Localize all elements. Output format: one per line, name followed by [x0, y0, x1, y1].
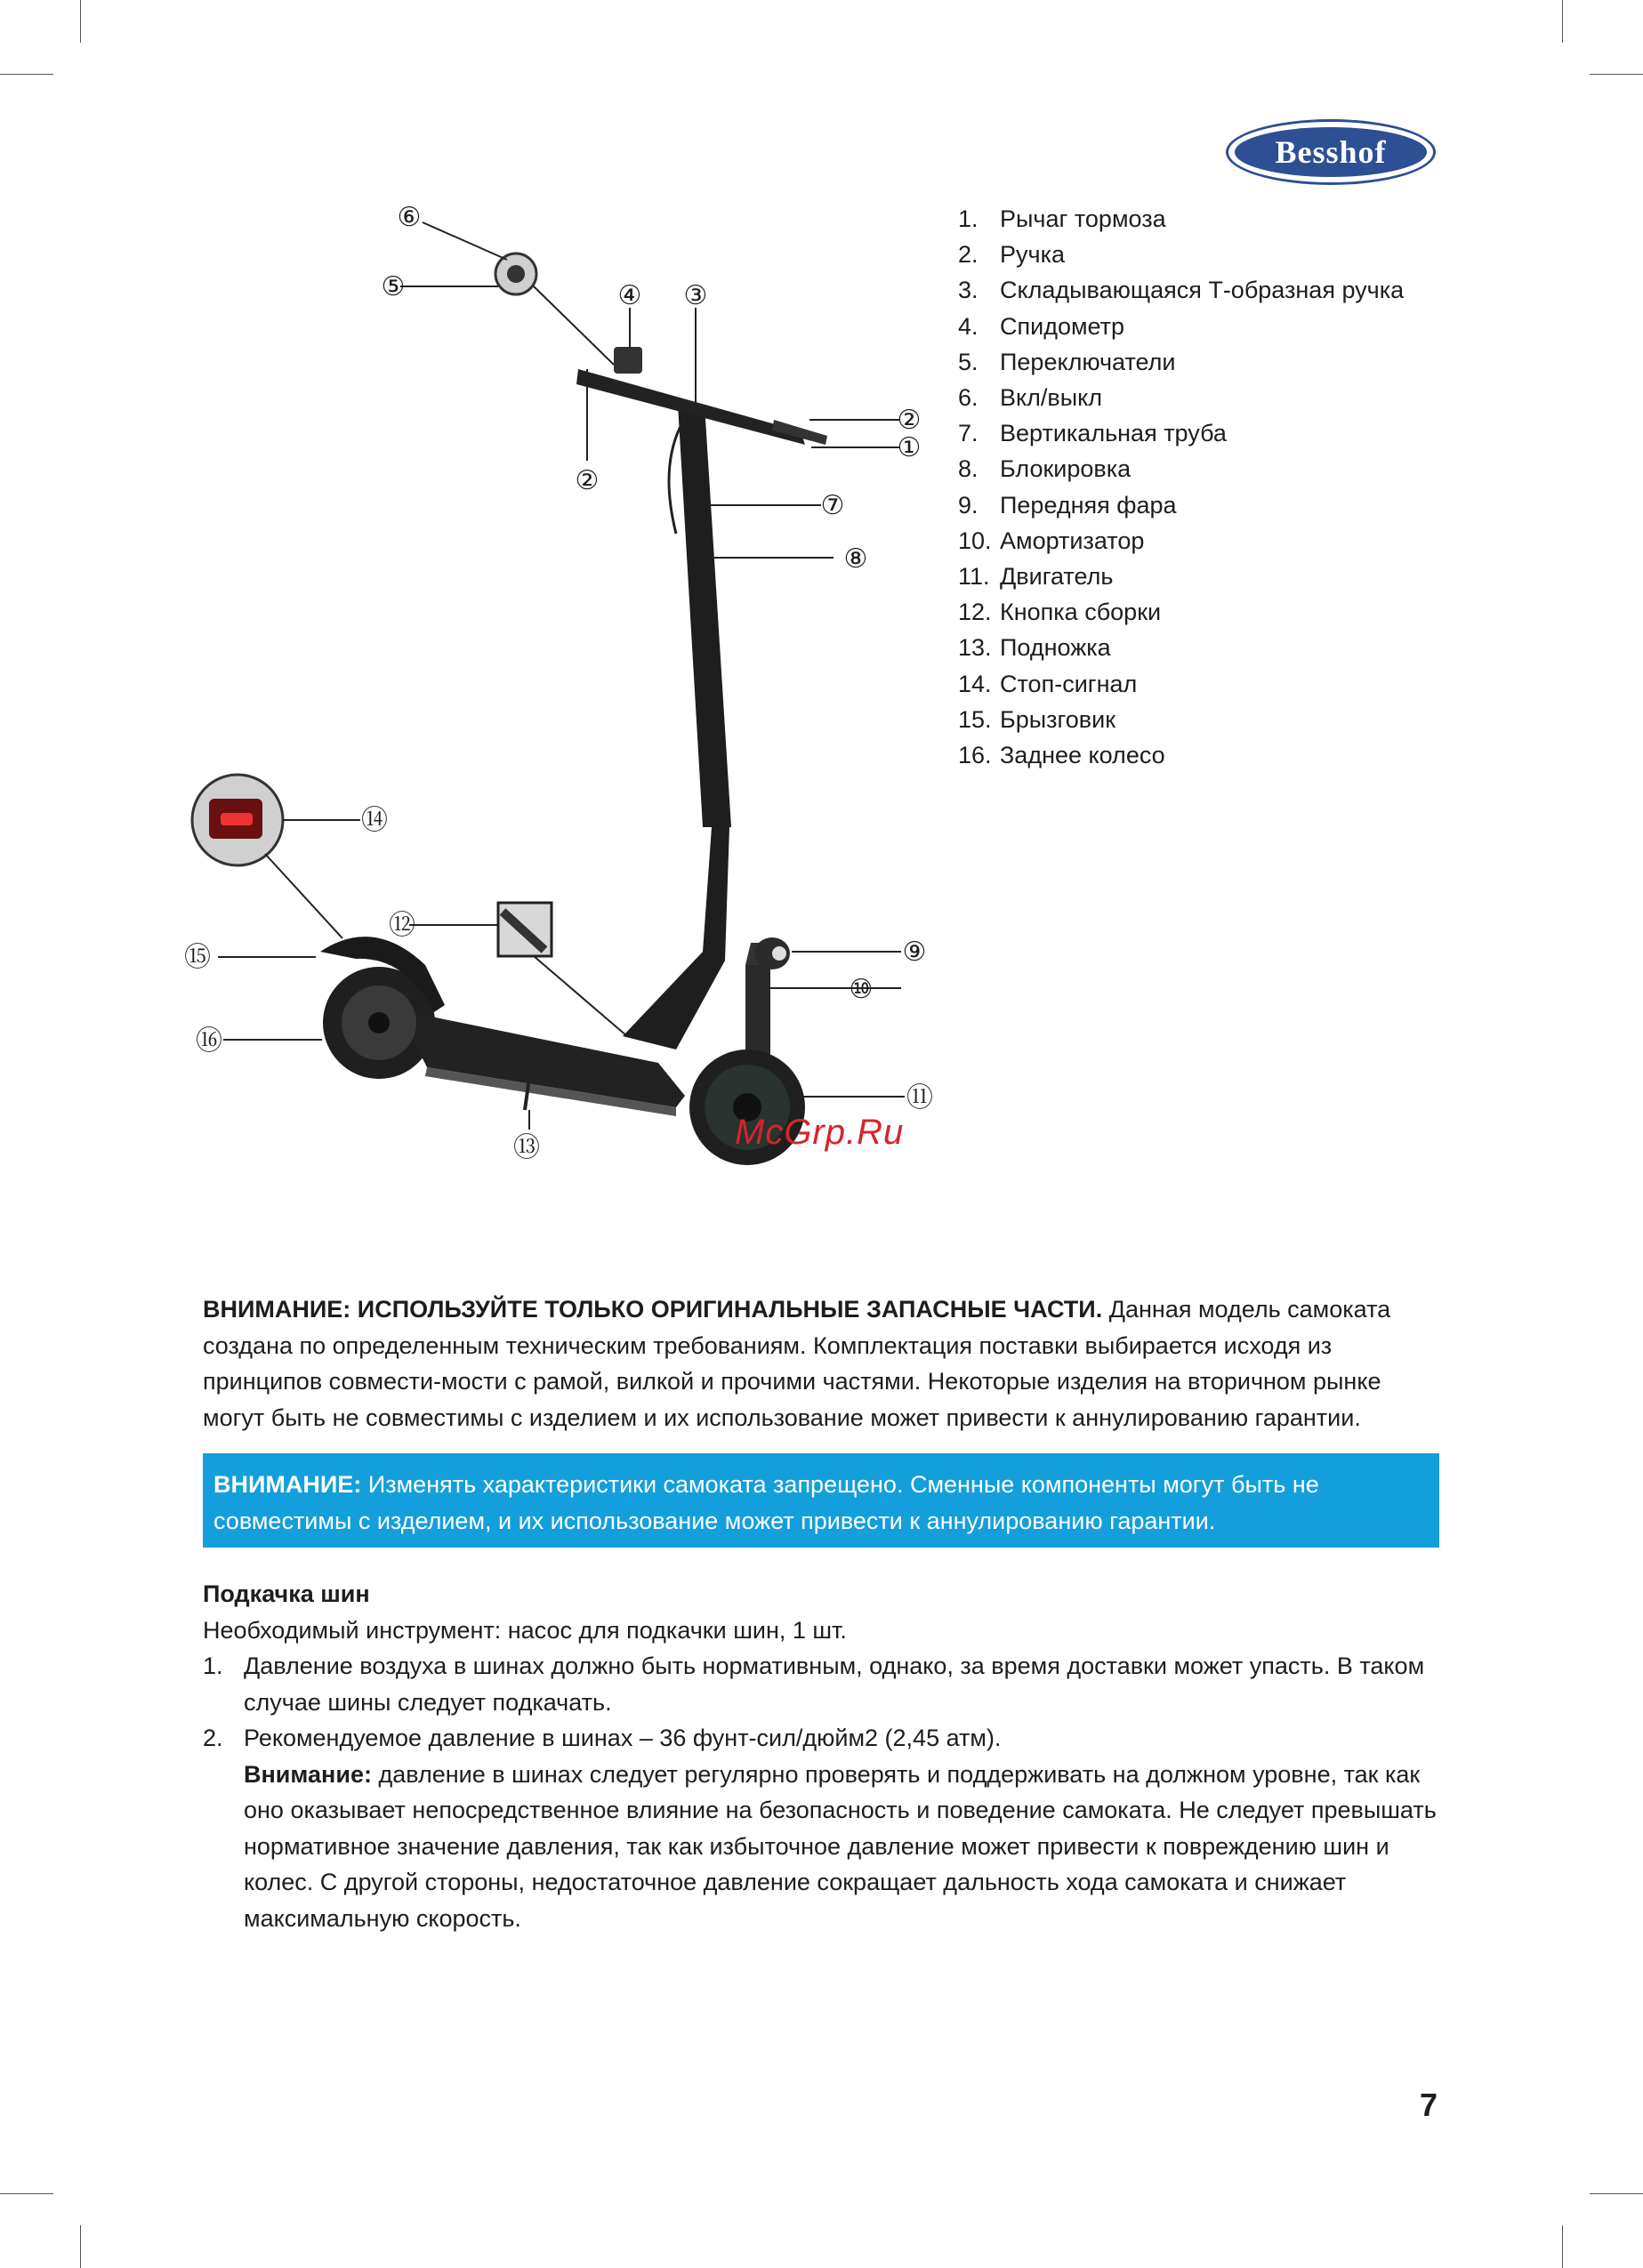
callout-4: ④: [617, 280, 642, 311]
spare-parts-warning: [203, 1291, 1448, 1436]
spare-parts-warning-title: ВНИМАНИЕ: ИСПОЛЬЗУЙТЕ ТОЛЬКО ОРИГИНАЛЬНЫЕ ЗАПАСНЫЕ ЧАСТИ.: [203, 1296, 1103, 1323]
list-item: 10. Амортизатор: [958, 527, 1145, 554]
callout-3: ③: [683, 280, 708, 311]
list-item: 8. Блокировка: [958, 455, 1132, 483]
crop-mark: [1562, 2225, 1563, 2268]
crop-mark: [0, 2193, 53, 2194]
callout-2b: ②: [575, 465, 600, 496]
callout-16: ⑯: [196, 1025, 222, 1057]
list-item: 14. Стоп-сигнал: [958, 670, 1138, 697]
callout-10: ⑩: [849, 974, 874, 1005]
spare-parts-warning-text: Данная модель самоката создана по определенным техническим требованиям. Комплектация поставки выбирается исходя из принципов совмести-мости с рамой, вилкой и прочими частями. Некоторые изделия на вторичном рынке могут быть не совместимы с изделием и их использование может привести к аннулированию гарантии.: [203, 1296, 1391, 1431]
list-item: 1. Рычаг тормоза: [958, 205, 1166, 232]
callout-9: ⑨: [902, 937, 927, 968]
section-heading: Подкачка шин: [203, 1580, 370, 1607]
callout-14: ⑭: [361, 805, 388, 836]
modification-warning-text: Изменять характеристики самоката запрещено. Сменные компоненты могут быть не совместимы с изделием, и их использование может привести к аннулированию гарантии.: [213, 1471, 1319, 1534]
callout-7: ⑦: [820, 490, 845, 521]
brake-light-inset: [192, 775, 283, 865]
steps-list: [203, 1648, 1448, 1936]
list-item: 2. Ручка: [958, 241, 1065, 269]
note-title: Внимание:: [244, 1760, 372, 1788]
list-item: 12. Кнопка сборки: [958, 599, 1162, 626]
callout-12: ⑫: [389, 910, 415, 941]
modification-warning-box: [203, 1453, 1439, 1548]
brand-logo-text: Besshof: [1235, 127, 1427, 177]
list-item: 15. Брызговик: [958, 705, 1116, 733]
callout-5: ⑤: [381, 271, 406, 302]
neck: [623, 827, 729, 1050]
tire-inflation-section: [203, 1576, 1448, 1936]
callout-11: ⑪: [906, 1082, 933, 1114]
crop-mark: [1590, 2193, 1643, 2194]
list-item: 1. Давление воздуха в шинах должно быть нормативным, однако, за время доставки может упасть. В таком случае шины следует подкачать.: [203, 1653, 1425, 1716]
leader-lines: [218, 222, 905, 1130]
note-text: давление в шинах следует регулярно проверять и поддерживать на должном уровне, так как оно оказывает непосредственное влияние на безопасность и поведение самоката. Не следует превышать нормативное значение давления, так как избыточное давление может привести к повреждению шин и колес. С другой стороны, недостаточное давление сокращает дальность хода самоката и снижает максимальную скорость.: [244, 1760, 1437, 1932]
list-item: 2. Рекомендуемое давление в шинах – 36 фунт-сил/дюйм2 (2,45 атм). Внимание: давление в шинах следует регулярно проверять и поддерживать на должном уровне, так как оно оказывает непосредственное влияние на безопасность и поведение самоката. Не следует превышать нормативное значение давления, так как избыточное давление может привести к повреждению шин и колес. С другой стороны, недостаточное давление сокращает дальность хода самоката и снижает максимальную скорость.: [203, 1725, 1437, 1932]
list-item: 13. Подножка: [958, 634, 1111, 662]
stem: [678, 405, 731, 827]
page-number: 7: [1420, 2087, 1438, 2123]
list-item: 6. Вкл/выкл: [958, 384, 1103, 412]
switch-inset: [495, 253, 536, 294]
list-item: 5. Переключатели: [958, 348, 1176, 375]
required-tool: Необходимый инструмент: насос для подкачки шин, 1 шт.: [203, 1616, 847, 1644]
list-item: 9. Передняя фара: [958, 491, 1177, 519]
list-item: 3. Складывающаяся Т-образная ручка: [958, 277, 1405, 304]
watermark: McGrp.Ru: [735, 1113, 905, 1152]
list-item: 16. Заднее колесо: [958, 742, 1165, 769]
list-item: 11. Двигатель: [958, 563, 1114, 591]
callout-1: ①: [897, 432, 922, 463]
crop-mark: [80, 2225, 81, 2268]
callout-13: ⑬: [513, 1132, 540, 1163]
list-item: 7. Вертикальная труба: [958, 420, 1227, 447]
callout-15: ⑮: [184, 942, 211, 973]
callout-2a: ②: [897, 405, 922, 436]
callout-8: ⑧: [843, 543, 868, 575]
parts-list: [958, 201, 1404, 773]
folding-button-inset: [498, 903, 552, 956]
list-item: 4. Спидометр: [958, 312, 1125, 340]
callout-6: ⑥: [397, 202, 422, 233]
modification-warning-title: ВНИМАНИЕ:: [213, 1471, 362, 1498]
